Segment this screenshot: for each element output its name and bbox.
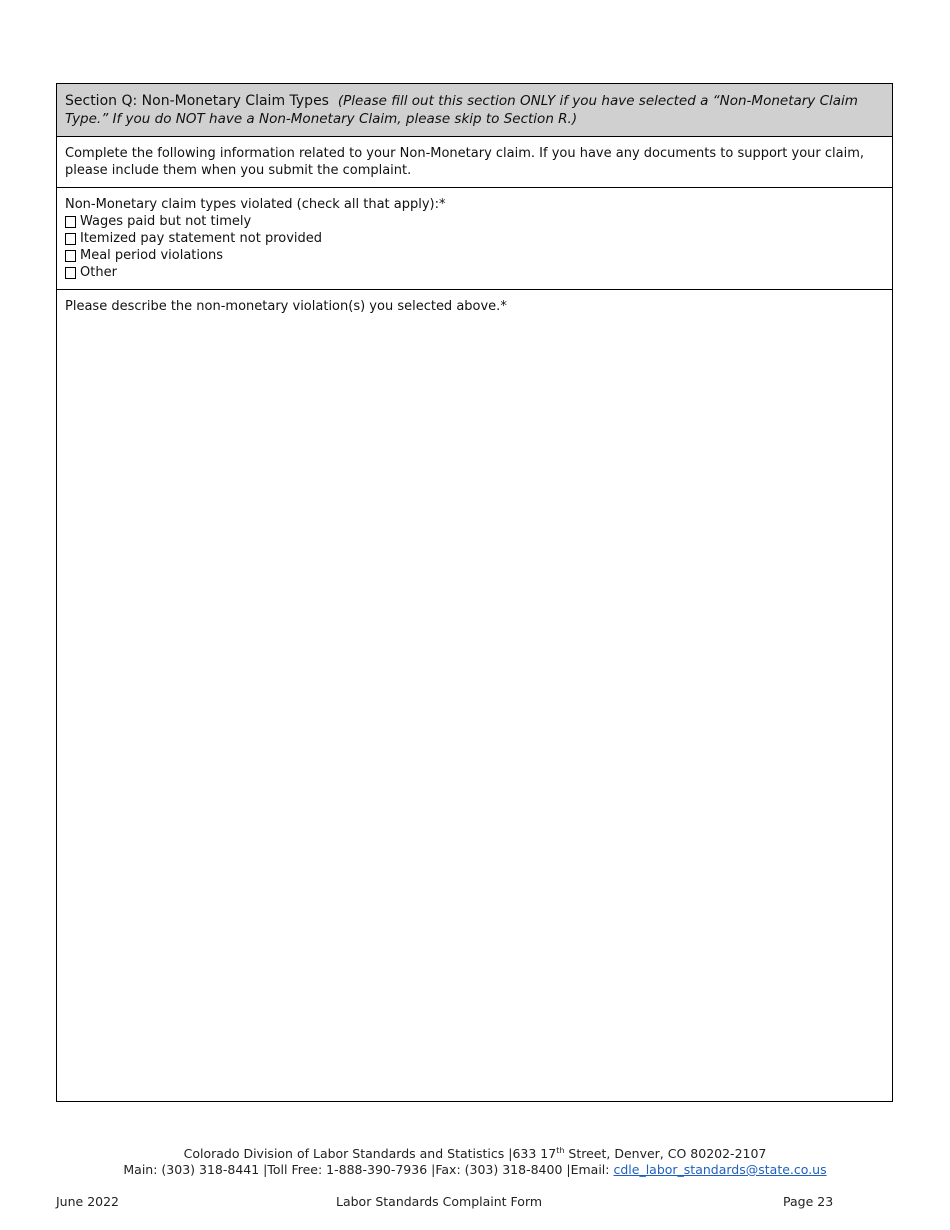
checkbox-label: Other (80, 265, 117, 280)
footer-date: June 2022 (56, 1194, 120, 1209)
address-text: Colorado Division of Labor Standards and Statistics |633 17 (183, 1146, 557, 1161)
checkbox-pay-statement[interactable] (65, 233, 76, 245)
phone-text: Main: (303) 318-8441 |Toll Free: 1-888-390-7936 |Fax: (303) 318-8400 |Email: (123, 1162, 614, 1177)
claim-types-row (57, 188, 892, 290)
intro-row (57, 137, 892, 188)
footer-contact (0, 1146, 950, 1178)
checkbox-wages-not-timely[interactable] (65, 216, 76, 228)
footer-page-number: Page 23 (783, 1194, 834, 1209)
section-title: Section Q: Non-Monetary Claim Types (65, 93, 329, 109)
claim-type-option[interactable] (65, 264, 884, 281)
address-suffix: Street, Denver, CO 80202-2107 (564, 1146, 767, 1161)
checkbox-label: Meal period violations (80, 248, 223, 263)
checkbox-meal-period[interactable] (65, 250, 76, 262)
claim-type-option[interactable] (65, 247, 884, 264)
claim-types-prompt: Non-Monetary claim types violated (check all that apply):* (65, 197, 446, 212)
section-header (57, 84, 892, 137)
section-q-form-table (56, 83, 893, 1102)
checkbox-label: Itemized pay statement not provided (80, 231, 323, 246)
claim-type-option[interactable] (65, 230, 884, 247)
claim-type-option[interactable] (65, 213, 884, 230)
describe-violation-field[interactable] (57, 290, 892, 1101)
footer-form-name: Labor Standards Complaint Form (336, 1194, 543, 1209)
address-sup: th (556, 1145, 565, 1155)
footer-address-line (0, 1146, 950, 1162)
checkbox-label: Wages paid but not timely (80, 214, 252, 229)
describe-prompt: Please describe the non-monetary violation(s) you selected above.* (65, 299, 507, 314)
checkbox-other[interactable] (65, 267, 76, 279)
intro-text: Complete the following information related to your Non-Monetary claim. If you have any documents to support your claim, please include them when you submit the complaint. (65, 146, 865, 178)
section-note: (Please fill out this section ONLY if you have selected a “Non-Monetary Claim Type.” If you do NOT have a Non-Monetary Claim, please skip to Section R.) (65, 93, 858, 127)
footer-phone-line (0, 1162, 950, 1178)
email-link[interactable]: cdle_labor_standards@state.co.us (613, 1162, 827, 1177)
